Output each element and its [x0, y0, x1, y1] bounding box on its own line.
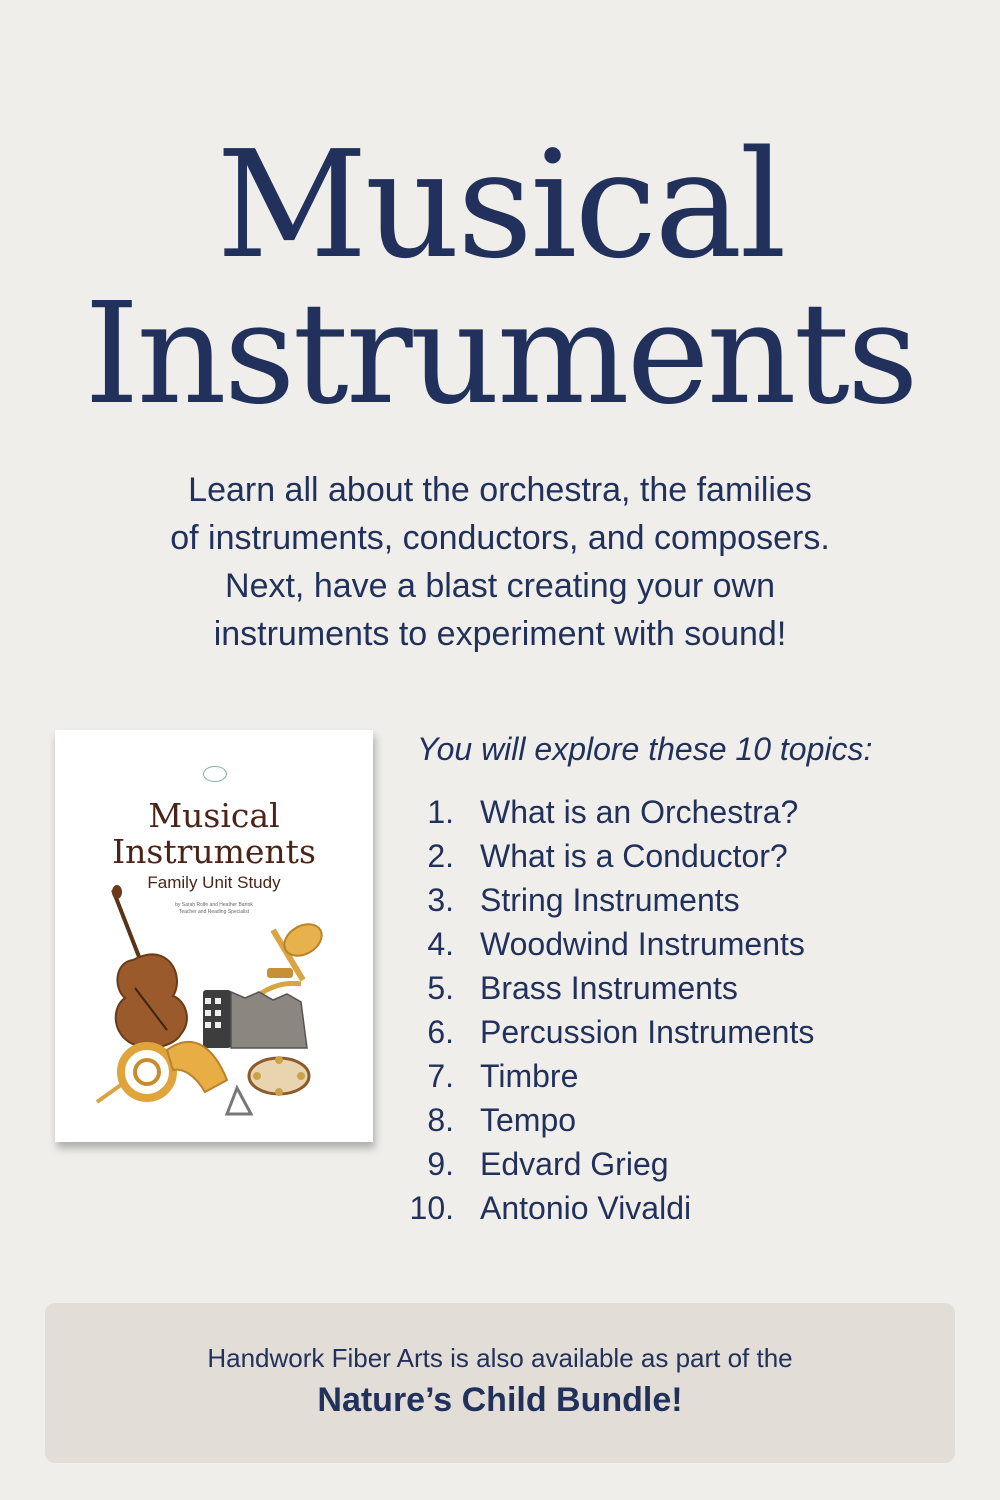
trumpet-icon	[255, 918, 327, 998]
topic-label: Antonio Vivaldi	[480, 1190, 692, 1226]
page-title-line-1: Musical	[216, 119, 784, 291]
topic-label: Percussion Instruments	[480, 1014, 815, 1050]
tambourine-icon	[249, 1056, 309, 1096]
topic-number: 1.	[427, 794, 454, 830]
topic-label: Edvard Grieg	[480, 1146, 669, 1182]
topic-number: 3.	[427, 882, 454, 918]
instrument-illustration	[55, 730, 373, 1142]
page-title-line-2: Instruments	[84, 273, 916, 436]
topic-number: 10.	[409, 1190, 454, 1226]
book-title-line-1: Musical	[148, 796, 280, 835]
intro-line: of instruments, conductors, and composers.	[170, 519, 830, 557]
topic-number: 4.	[427, 926, 454, 962]
book-subtitle: Family Unit Study	[147, 873, 281, 892]
topic-number: 8.	[427, 1102, 454, 1138]
topic-number: 5.	[427, 970, 454, 1006]
bundle-text: Handwork Fiber Arts is also available as part of the	[207, 1343, 793, 1373]
book-title-line-2: Instruments	[112, 832, 316, 871]
topic-number: 9.	[427, 1146, 454, 1182]
topic-number: 7.	[427, 1058, 454, 1094]
intro-paragraph	[100, 466, 900, 658]
intro-line: Learn all about the orchestra, the families	[188, 471, 812, 509]
topic-label: What is a Conductor?	[480, 838, 788, 874]
topic-label: Brass Instruments	[480, 970, 738, 1006]
topics-heading: You will explore these 10 topics:	[417, 731, 873, 767]
topic-number: 2.	[427, 838, 454, 874]
topic-number: 6.	[427, 1014, 454, 1050]
topic-label: String Instruments	[480, 882, 740, 918]
topic-label: Tempo	[480, 1102, 577, 1138]
topic-label: Woodwind Instruments	[480, 926, 805, 962]
topic-label: What is an Orchestra?	[480, 794, 799, 830]
book-authors-line: by Sarah Rolfe and Heather Bartok	[175, 902, 253, 908]
topic-label: Timbre	[480, 1058, 579, 1094]
bundle-name: Nature’s Child Bundle!	[317, 1381, 683, 1419]
violin-icon	[112, 885, 187, 1048]
book-cover-image	[55, 730, 373, 1142]
book-authors-line: Teacher and Reading Specialist	[178, 909, 250, 915]
french-horn-icon	[97, 1042, 227, 1102]
intro-line: instruments to experiment with sound!	[213, 615, 787, 653]
triangle-icon	[227, 1088, 251, 1114]
intro-line: Next, have a blast creating your own	[225, 567, 775, 605]
accordion-icon	[203, 990, 307, 1048]
